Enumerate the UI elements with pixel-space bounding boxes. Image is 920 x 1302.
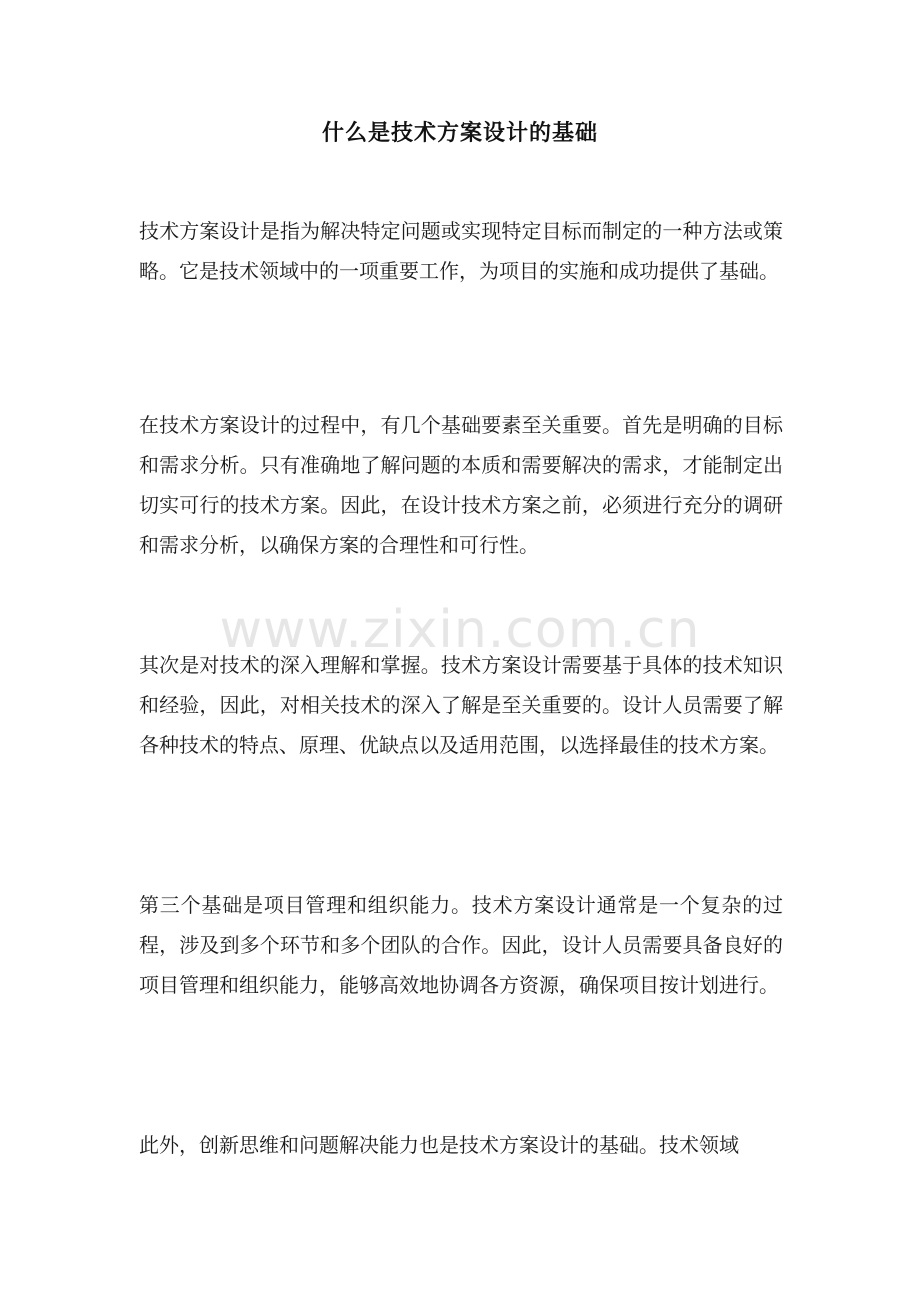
paragraph-5: 此外，创新思维和问题解决能力也是技术方案设计的基础。技术领域 [139, 1133, 739, 1157]
paragraph-3: 其次是对技术的深入理解和掌握。技术方案设计需要基于具体的技术知识和经验，因此，对相关技术的深入了解是至关重要的。设计人员需要了解各种技术的特点、原理、优缺点以及适用范围，以选择最佳的技术方案。 [139, 653, 783, 757]
paragraph-2: 在技术方案设计的过程中，有几个基础要素至关重要。首先是明确的目标和需求分析。只有准确地了解问题的本质和需要解决的需求，才能制定出切实可行的技术方案。因此，在设计技术方案之前，必须进行充分的调研和需求分析，以确保方案的合理性和可行性。 [139, 413, 783, 557]
page-title: 什么是技术方案设计的基础 [321, 120, 598, 146]
paragraph-1: 技术方案设计是指为解决特定问题或实现特定目标而制定的一种方法或策略。它是技术领域中的一项重要工作，为项目的实施和成功提供了基础。 [139, 219, 783, 283]
paragraph-4: 第三个基础是项目管理和组织能力。技术方案设计通常是一个复杂的过程，涉及到多个环节和多个团队的合作。因此，设计人员需要具备良好的项目管理和组织能力，能够高效地协调各方资源，确保项目按计划进行。 [139, 893, 783, 997]
watermark: www.zixin.com.cn [219, 600, 701, 660]
